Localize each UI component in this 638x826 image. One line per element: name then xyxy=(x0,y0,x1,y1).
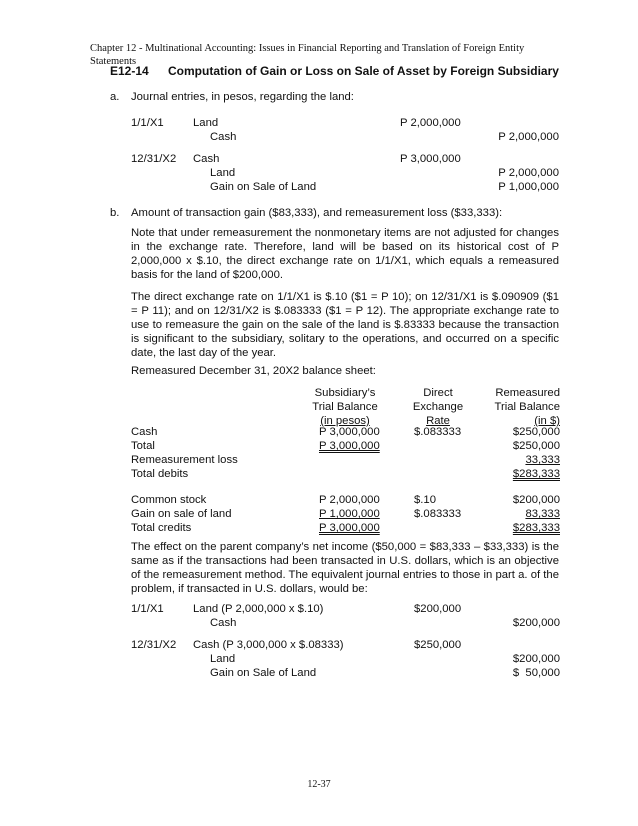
part-a-intro: Journal entries, in pesos, regarding the land: xyxy=(131,91,354,103)
row-c2: $.10 xyxy=(414,494,436,506)
col-header: Remeasured xyxy=(495,387,560,399)
part-b-label: b. xyxy=(110,207,120,219)
entry-account: Cash xyxy=(193,153,220,165)
entry-debit: $200,000 xyxy=(414,603,462,615)
row-c3: $250,000 xyxy=(512,426,560,438)
row-label: Total debits xyxy=(131,468,189,480)
row-label: Cash xyxy=(131,426,158,438)
effect-paragraph: The effect on the parent company’s net income ($50,000 = $83,333 – $33,333) is the same as if the transactions had been transacted in U.S. dollars, which is an objective of the remeasurement method. The equivalent journal entries to those in part a. of the problem, if transacted in U.S. dollars, would be: xyxy=(131,541,559,595)
row-label: Total xyxy=(131,440,155,452)
col-header: Direct xyxy=(423,387,453,399)
exercise-number: E12-14 xyxy=(110,64,149,78)
entry-account: Land xyxy=(193,117,219,129)
entry-credit: $200,000 xyxy=(512,653,560,665)
entry-credit: $ 50,000 xyxy=(512,667,560,679)
row-c1: P 1,000,000 xyxy=(319,508,380,520)
row-c3: 83,333 xyxy=(525,508,560,520)
col-header: Rate xyxy=(426,415,450,427)
entry-account: Land (P 2,000,000 x $.10) xyxy=(193,603,324,615)
entry-date: 12/31/X2 xyxy=(131,153,177,165)
table-title: Remeasured December 31, 20X2 balance sheet: xyxy=(131,365,376,377)
entry-credit: P 2,000,000 xyxy=(498,167,559,179)
entry-debit: P 3,000,000 xyxy=(400,153,461,165)
row-label: Total credits xyxy=(131,522,192,534)
row-c1: P 3,000,000 xyxy=(319,426,380,438)
chapter-header: Chapter 12 - Multinational Accounting: Issues in Financial Reporting and Translation of Foreign Entity Statements xyxy=(90,43,525,67)
row-c1: P 3,000,000 xyxy=(319,522,380,534)
col-header: Trial Balance xyxy=(312,401,378,413)
row-c1: P 3,000,000 xyxy=(319,440,380,452)
exercise-title: Computation of Gain or Loss on Sale of Asset by Foreign Subsidiary xyxy=(168,64,559,78)
entry-date: 12/31/X2 xyxy=(131,639,177,651)
entry-date: 1/1/X1 xyxy=(131,117,164,129)
row-label: Gain on sale of land xyxy=(131,508,232,520)
part-b-intro: Amount of transaction gain ($83,333), and remeasurement loss ($33,333): xyxy=(131,207,503,219)
row-c3: $250,000 xyxy=(512,440,560,452)
entry-credit: P 1,000,000 xyxy=(498,181,559,193)
note-paragraph: Note that under remeasurement the nonmonetary items are not adjusted for changes in the exchange rate. Therefore, land will be based on its historical cost of P 2,000,000 x $.10, the direct exchange rate on 1/1/X1, which equals a remeasured basis for the land of $200,000. xyxy=(131,227,559,281)
col-header: Exchange xyxy=(412,401,464,413)
row-label: Remeasurement loss xyxy=(131,454,238,466)
page-number: 12-37 xyxy=(307,779,331,790)
entry-debit: $250,000 xyxy=(414,639,462,651)
row-c3: $283,333 xyxy=(512,522,560,534)
entry-account: Cash (P 3,000,000 x $.08333) xyxy=(193,639,344,651)
entry-account: Land xyxy=(210,167,236,179)
entry-debit: P 2,000,000 xyxy=(400,117,461,129)
row-c3: $200,000 xyxy=(512,494,560,506)
row-c1: P 2,000,000 xyxy=(319,494,380,506)
entry-account: Cash xyxy=(210,131,237,143)
col-header: Trial Balance xyxy=(494,401,560,413)
row-c3: $283,333 xyxy=(512,468,560,480)
entry-account: Gain on Sale of Land xyxy=(210,667,317,679)
row-label: Common stock xyxy=(131,494,207,506)
row-c2: $.083333 xyxy=(414,508,462,520)
entry-date: 1/1/X1 xyxy=(131,603,164,615)
entry-credit: $200,000 xyxy=(512,617,560,629)
col-header: (in $) xyxy=(534,415,560,427)
exchange-rate-paragraph: The direct exchange rate on 1/1/X1 is $.10 ($1 = P 10); on 12/31/X1 is $.090909 ($1 = P 11); and on 12/31/X2 is $.083333 ($1 = P 12). The appropriate exchange rate to use to remeasure the gain on the sale of the land is $.83333 because the transaction is significant to the subsidiary, solitary to the operations, and occurred on a specific date, the last day of the year. xyxy=(131,291,559,359)
col-header: Subsidiary’s xyxy=(314,387,376,399)
entry-account: Land xyxy=(210,653,236,665)
entry-credit: P 2,000,000 xyxy=(498,131,559,143)
row-c3: 33,333 xyxy=(525,454,560,466)
row-c2: $.083333 xyxy=(414,426,462,438)
part-a-label: a. xyxy=(110,91,120,103)
col-header: (in pesos) xyxy=(320,415,370,427)
entry-account: Cash xyxy=(210,617,237,629)
entry-account: Gain on Sale of Land xyxy=(210,181,317,193)
